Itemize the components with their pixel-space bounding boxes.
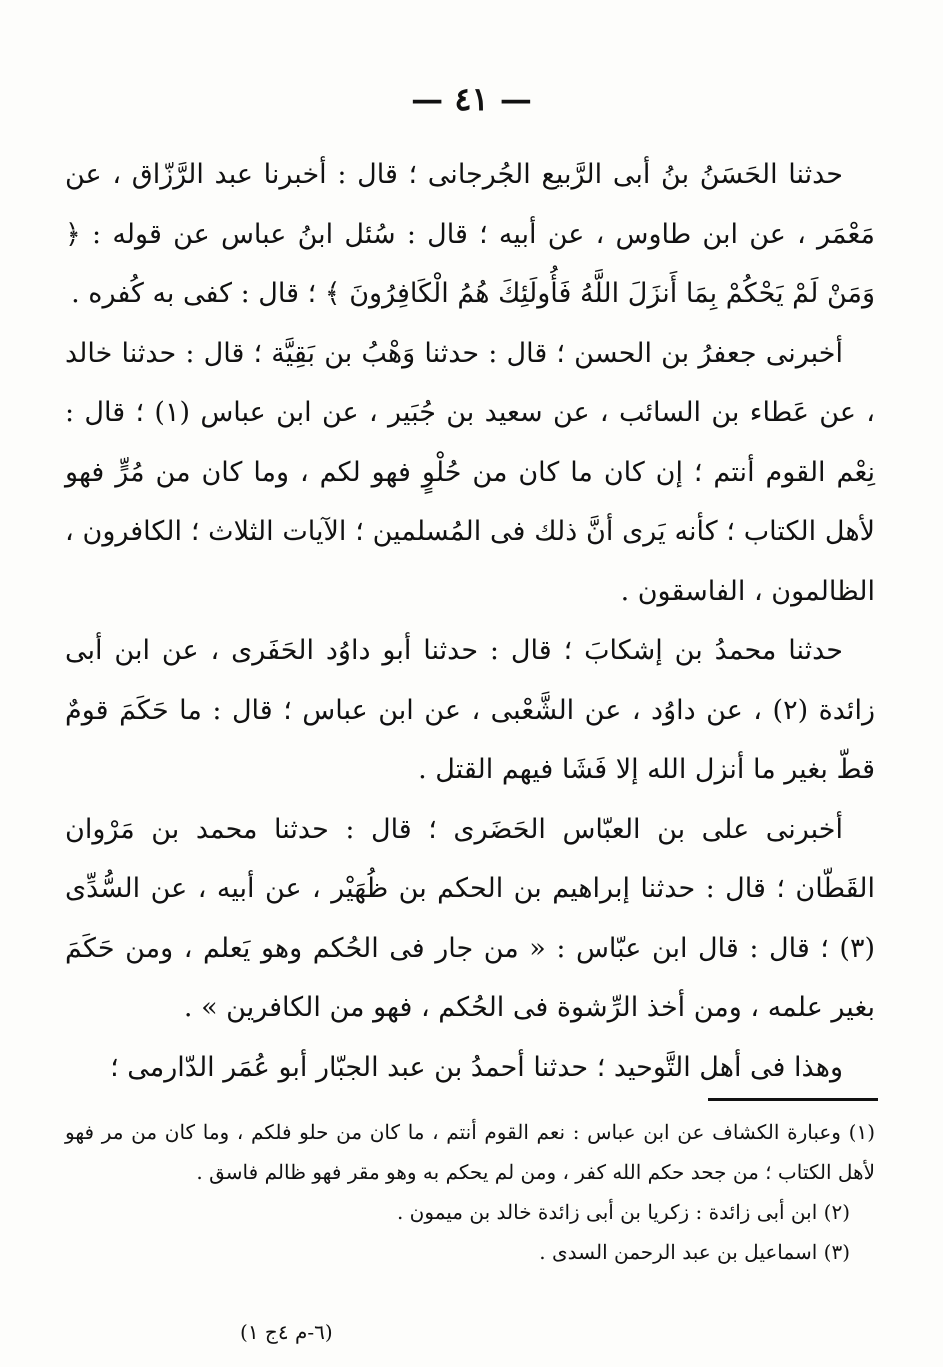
- footnote-3: (٣) اسماعيل بن عبد الرحمن السدى .: [539, 1240, 850, 1264]
- footnote-2: (٢) ابن أبى زائدة : زكريا بن أبى زائدة خالد بن ميمون .: [396, 1200, 850, 1224]
- paragraph-4: أخبرنى على بن العبّاس الحَضَرى ؛ قال : حدثنا محمد بن مَرْوان القَطّان ؛ قال : حدثنا إبراهيم بن الحكم بن ظُهَيْر ، عن أبيه ، عن السُّدِّى (٣) ؛ قال : قال ابن عبّاس : « من جار فى الحُكم وهو يَعلم ، ومن حَكَمَ بغير علمه ، ومن أخذ الرِّشوة فى الحُكم ، فهو من الكافرين » .: [65, 813, 875, 1023]
- footnotes: [65, 1112, 875, 1272]
- footnote-1: (١) وعبارة الكشاف عن ابن عباس : نعم القوم أنتم ، ما كان من حلو فلكم ، وما كان من مر فهو لأهل الكتاب ؛ من جحد حكم الله كفر ، ومن لم يحكم به وهو مقر فهو ظالم فاسق .: [65, 1120, 875, 1184]
- paragraph-5: وهذا فى أهل التَّوحيد ؛ حدثنا أحمدُ بن عبد الجبّار أبو عُمَر الدّارمى ؛: [110, 1051, 843, 1083]
- printer-signature: (٦-م ٤ج ١): [240, 1320, 333, 1344]
- paragraph-1: حدثنا الحَسَنُ بنُ أبى الرَّبيع الجُرجانى ؛ قال : أخبرنا عبد الرَّزّاق ، عن مَعْمَر ، عن ابن طاوس ، عن أبيه ؛ قال : سُئل ابنُ عباس عن قوله : ﴿ وَمَنْ لَمْ يَحْكُمْ بِمَا أَنزَلَ اللَّهُ فَأُولَئِكَ هُمُ الْكَافِرُونَ ﴾ ؛ قال : كفى به كُفره .: [65, 159, 875, 309]
- paragraph-3: حدثنا محمدُ بن إشكابَ ؛ قال : حدثنا أبو داوُد الحَفَرى ، عن ابن أبى زائدة (٢) ، عن داوُد ، عن الشَّعْبى ، عن ابن عباس ؛ قال : ما حَكَمَ قومٌ قطّ بغير ما أنزل الله إلا فَشَا فيهم القتل .: [65, 635, 875, 785]
- footnote-divider: [708, 1098, 878, 1101]
- body-text: [65, 145, 875, 1097]
- paragraph-2: أخبرنى جعفرُ بن الحسن ؛ قال : حدثنا وَهْبُ بن بَقِيَّة ؛ قال : حدثنا خالد ، عن عَطاء بن السائب ، عن سعيد بن جُبَير ، عن ابن عباس (١) ؛ قال : نِعْم القوم أنتم ؛ إن كان ما كان من حُلْوٍ فهو لكم ، وما كان من مُرٍّ فهو لأهل الكتاب ؛ كأنه يَرى أنَّ ذلك فى المُسلمين ؛ الآيات الثلاث ؛ الكافرون ، الظالمون ، الفاسقون .: [65, 337, 875, 607]
- page-number: — ٤١ —: [411, 80, 532, 118]
